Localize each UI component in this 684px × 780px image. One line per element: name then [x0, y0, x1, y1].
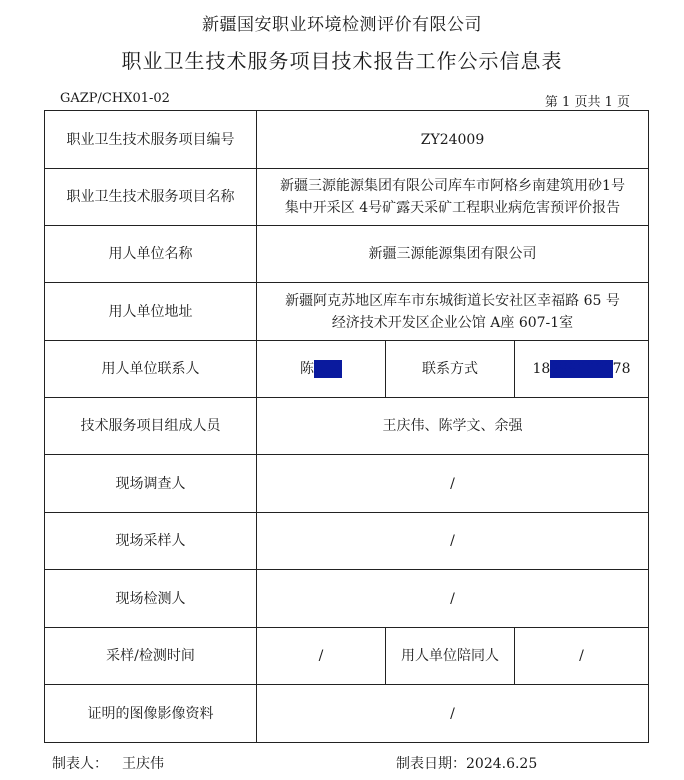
project-name-label: 职业卫生技术服务项目名称	[45, 169, 257, 226]
employer-address	[257, 283, 649, 341]
preparer	[52, 753, 164, 773]
table-row	[45, 455, 649, 513]
site-sampler-label: 现场采样人	[45, 513, 257, 570]
phone-suffix: 78	[612, 361, 631, 377]
employer-address-label: 用人单位地址	[45, 283, 257, 341]
phone-prefix: 18	[532, 361, 551, 377]
escort-label: 用人单位陪同人	[386, 628, 515, 685]
table-row	[45, 628, 649, 685]
phone-value	[515, 341, 649, 398]
table-row	[45, 283, 649, 341]
site-investigator: /	[257, 455, 649, 513]
preparer-label: 制表人：	[52, 756, 108, 772]
team-label: 技术服务项目组成人员	[45, 398, 257, 455]
table-row	[45, 685, 649, 743]
site-investigator-label: 现场调查人	[45, 455, 257, 513]
date-value: 2024.6.25	[466, 756, 538, 772]
site-tester-label: 现场检测人	[45, 570, 257, 628]
project-name-line1: 新疆三源能源集团有限公司库车市阿格乡南建筑用砂1号	[280, 178, 625, 194]
contact-name-visible: 陈	[300, 361, 314, 377]
team-members: 王庆伟、陈学文、余强	[257, 398, 649, 455]
sampling-time-label: 采样/检测时间	[45, 628, 257, 685]
phone-label: 联系方式	[386, 341, 515, 398]
info-table	[44, 110, 649, 743]
image-evidence: /	[257, 685, 649, 743]
employer-address-line2: 经济技术开发区企业公馆 A座 607-1室	[331, 314, 574, 331]
document-code: GAZP/CHX01-02	[60, 91, 170, 106]
table-row	[45, 398, 649, 455]
image-evidence-label: 证明的图像影像资料	[45, 685, 257, 743]
date-label: 制表日期：	[396, 756, 466, 772]
project-name	[257, 169, 649, 226]
table-row	[45, 570, 649, 628]
phone-redacted: 9990000	[550, 361, 613, 377]
table-row	[45, 226, 649, 283]
page-info: 第 1 页共 1 页	[544, 95, 630, 110]
table-row	[45, 169, 649, 226]
company-name: 新疆国安职业环境检测评价有限公司	[202, 15, 482, 35]
table-row	[45, 111, 649, 169]
project-no: ZY24009	[257, 111, 649, 169]
document-title: 职业卫生技术服务项目技术报告工作公示信息表	[121, 49, 563, 73]
employer-name: 新疆三源能源集团有限公司	[257, 226, 649, 283]
project-no-label: 职业卫生技术服务项目编号	[45, 111, 257, 169]
site-sampler: /	[257, 513, 649, 570]
table-row	[45, 341, 649, 398]
project-name-line2: 集中开采区 4号矿露天采矿工程职业病危害预评价报告	[284, 200, 621, 216]
employer-address-line1: 新疆阿克苏地区库车市东城街道长安社区幸福路 65 号	[285, 292, 620, 309]
employer-name-label: 用人单位名称	[45, 226, 257, 283]
contact-label: 用人单位联系人	[45, 341, 257, 398]
contact-name-redacted: 某某	[314, 361, 342, 377]
table-row	[45, 513, 649, 570]
escort: /	[515, 628, 649, 685]
sampling-time: /	[257, 628, 386, 685]
prepared-date	[396, 753, 537, 773]
preparer-name: 王庆伟	[122, 756, 164, 772]
site-tester: /	[257, 570, 649, 628]
contact-name	[257, 341, 386, 398]
